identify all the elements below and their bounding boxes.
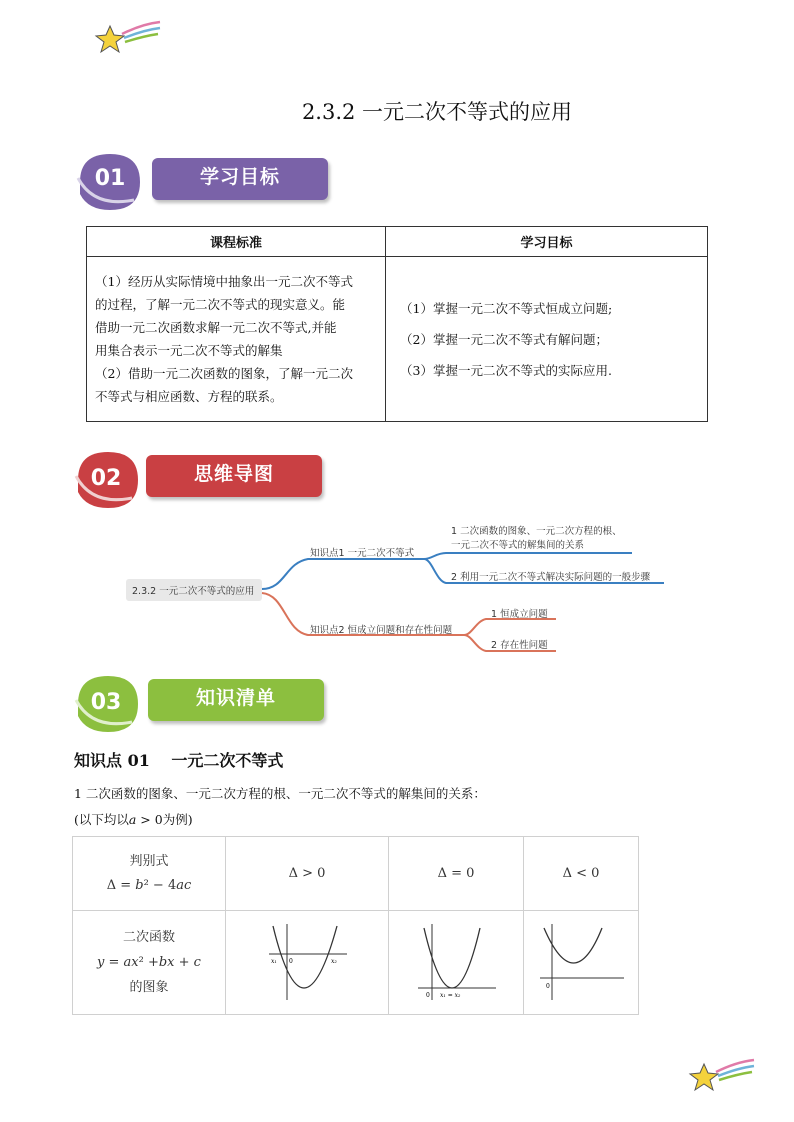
mind-map-node: 一元二次不等式的解集间的关系 <box>451 540 585 551</box>
graph-label: 0 <box>289 957 293 965</box>
knowledge-intro: 1 二次函数的图象、一元二次方程的根、一元二次不等式的解集间的关系： <box>74 786 486 801</box>
delta-positive-cell: Δ > 0 <box>226 837 389 911</box>
text-line: （2）掌握一元二次不等式有解问题； <box>400 331 608 347</box>
mind-map-node: 知识点1 一元二次不等式 <box>310 548 415 559</box>
text-line: 用集合表示一元二次不等式的解集 <box>95 343 283 358</box>
text-line: （1）掌握一元二次不等式恒成立问题; <box>400 300 613 316</box>
star-decoration-icon <box>686 1056 758 1096</box>
text-line: （3）掌握一元二次不等式的实际应用. <box>400 362 612 378</box>
text-line: 不等式与相应函数、方程的联系。 <box>95 389 283 404</box>
section-banner-mind-map: 思维导图 <box>146 455 322 497</box>
discriminant-header-cell <box>73 837 226 911</box>
graph-label: x₁ <box>271 957 277 965</box>
mind-map-node: 1 二次函数的图象、一元二次方程的根、 <box>451 526 622 537</box>
graph-label: 0 <box>546 982 550 990</box>
section-banner-knowledge-list: 知识清单 <box>148 679 324 721</box>
text-line: 的图象 <box>129 980 169 995</box>
knowledge-note: (以下均以𝑎 > 0为例) <box>74 812 193 827</box>
discriminant-table <box>72 836 639 1015</box>
quadratic-function-label-cell <box>73 911 226 1015</box>
knowledge-point-title: 知识点 01 一元二次不等式 <box>74 751 284 770</box>
section-number: 03 <box>90 690 122 715</box>
text-line: （2）借助一元二次函数的图象，了解一元二次 <box>95 366 353 381</box>
text-line: （1）经历从实际情境中抽象出一元二次不等式 <box>95 274 353 289</box>
section-number: 02 <box>90 466 122 491</box>
branch-line <box>464 619 556 635</box>
graph-cell-no-root <box>524 911 639 1015</box>
parabola-two-roots-graph <box>265 922 349 1004</box>
graph-label: x₂ <box>331 957 337 965</box>
text-line: 𝑦 = 𝑎𝑥² +𝑏𝑥 + 𝑐 <box>97 955 201 970</box>
graph-label: 0 <box>426 991 430 999</box>
text-line: 二次函数 <box>122 930 175 945</box>
delta-negative-cell: Δ < 0 <box>524 837 639 911</box>
text-line: 借助一元二次函数求解一元二次不等式,并能 <box>95 320 337 335</box>
branch-line <box>262 559 424 589</box>
learning-objective-cell <box>386 257 708 422</box>
goals-header-standard: 课程标准 <box>87 227 386 257</box>
text-line: Δ = 𝑏² − 4𝑎𝑐 <box>106 877 192 893</box>
mind-map-root: 2.3.2 一元二次不等式的应用 <box>132 586 255 597</box>
goals-table <box>86 226 708 422</box>
mind-map-node: 知识点2 恒成立问题和存在性问题 <box>310 625 453 636</box>
parabola-no-root-graph <box>536 922 626 1004</box>
text-line: 的过程，了解一元二次不等式的现实意义。能 <box>95 297 346 312</box>
graph-cell-two-roots <box>226 911 389 1015</box>
section-banner-learning-goals: 学习目标 <box>152 158 328 200</box>
section-number: 01 <box>94 166 126 191</box>
parabola-one-root-graph <box>414 922 498 1004</box>
mind-map-node: 1 恒成立问题 <box>491 609 548 620</box>
branch-line <box>424 553 632 559</box>
page-title: 2.3.2 一元二次不等式的应用 <box>301 100 573 124</box>
mind-map <box>0 515 794 665</box>
delta-zero-cell: Δ = 0 <box>389 837 524 911</box>
text-line: 判别式 <box>129 853 169 869</box>
course-standard-cell <box>87 257 386 422</box>
goals-header-objective: 学习目标 <box>386 227 708 257</box>
mind-map-node: 2 存在性问题 <box>491 640 548 651</box>
graph-label: x₁ = x₂ <box>440 991 461 999</box>
mind-map-node: 2 利用一元二次不等式解决实际问题的一般步骤 <box>451 572 651 583</box>
star-decoration-icon <box>92 18 164 58</box>
graph-cell-one-root <box>389 911 524 1015</box>
